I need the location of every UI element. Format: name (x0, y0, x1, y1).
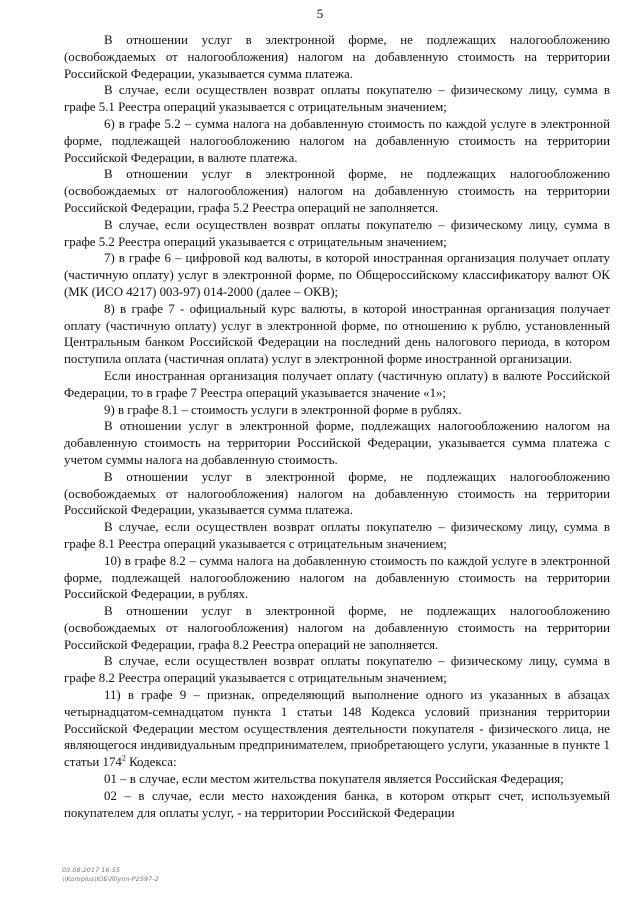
paragraph: В отношении услуг в электронной форме, не подлежащих налогообложению (освобождаемых от налогообложения) налогом на добавленную стоимость на территории Российской Федерации, указывается сумма платежа. (64, 33, 610, 81)
paragraph-11-tail: Кодекса: (125, 755, 177, 770)
paragraph-11 (64, 687, 610, 771)
footer-date: 03.08.2017 16:55 (62, 866, 121, 874)
paragraph: В отношении услуг в электронной форме, не подлежащих налогообложению (освобождаемых от налогообложения) налогом на добавленную стоимость на территории Российской Федерации, графа 8.2 Реестра операций не заполняется. (64, 604, 610, 652)
paragraph: Если иностранная организация получает оплату (частичную оплату) в валюте Российской Федерации, то в графе 7 Реестра операций указывается значение «1»; (64, 368, 610, 400)
paragraph: В случае, если осуществлен возврат оплаты покупателю – физическому лицу, сумма в графе 8.1 Реестра операций указывается с отрицательным значением; (64, 520, 610, 551)
paragraph: 02 – в случае, если место нахождения банка, в котором открыт счет, используемый покупателем для оплаты услуг, - на территории Российской Федерации (64, 788, 610, 820)
paragraph: 8) в графе 7 - официальный курс валюты, в которой иностранная организация получает оплату (частичную оплату) услуг в электронной форме, по отношению к рублю, установленный Центральным банком Российской Федерации на последний день налогового периода, в котором поступила оплата (частичная оплата) услуг в электронной форме иностранной организации. (64, 301, 610, 367)
footer-path: \\Komplus\ЮБ\Illiynn-P2597-2 (62, 875, 159, 883)
paragraph: В отношении услуг в электронной форме, подлежащих налогообложению налогом на добавленную стоимость на территории Российской Федерации, указывается сумма платежа с учетом суммы налога на добавленную стоимость. (64, 419, 610, 467)
paragraph: 9) в графе 8.1 – стоимость услуги в электронной форме в рублях. (104, 402, 462, 417)
paragraph: В случае, если осуществлен возврат оплаты покупателю – физическому лицу, сумма в графе 8.2 Реестра операций указывается с отрицательным значением; (64, 654, 610, 686)
paragraph: 10) в графе 8.2 – сумма налога на добавленную стоимость по каждой услуге в электронной форме, подлежащей налогообложению налогом на добавленную стоимость на территории Российской Федерации, в рублях. (64, 553, 610, 602)
paragraph: В случае, если осуществлен возврат оплаты покупателю – физическому лицу, сумма в графе 5.1 Реестра операций указывается с отрицательным значением; (64, 83, 610, 115)
paragraph: 01 – в случае, если местом жительства покупателя является Российская Федерация; (104, 772, 564, 787)
document-body (64, 32, 610, 821)
paragraph: 7) в графе 6 – цифровой код валюты, в которой иностранная организация получает оплату (частичную оплату) услуг в электронной форме, по Общероссийскому классификатору валют ОК (МК (ИСО 4217) 003-97) 014-2000 (далее – ОКВ); (64, 251, 610, 299)
paragraph: В отношении услуг в электронной форме, не подлежащих налогообложению (освобождаемых от налогообложения) налогом на добавленную стоимость на территории Российской Федерации, указывается сумма платежа. (64, 469, 610, 518)
superscript: 2 (121, 753, 126, 763)
paragraph: В отношении услуг в электронной форме, не подлежащих налогообложению (освобождаемых от налогообложения) налогом на добавленную стоимость на территории Российской Федерации, графа 5.2 Реестра операций не заполняется. (64, 167, 610, 215)
paragraph: В случае, если осуществлен возврат оплаты покупателю – физическому лицу, сумма в графе 5.2 Реестра операций указывается с отрицательным значением; (64, 217, 610, 249)
paragraph: 6) в графе 5.2 – сумма налога на добавленную стоимость по каждой услуге в электронной форме, подлежащей налогообложению налогом на добавленную стоимость на территории Российской Федерации, в валюте платежа. (64, 116, 610, 165)
page-number: 5 (316, 6, 324, 21)
footer-stamp (62, 866, 159, 884)
paragraph-11-text: 11) в графе 9 – признак, определяющий выполнение одного из указанных в абзацах четырнадцатом-семнадцатом пункта 1 статьи 148 Кодекса условий признания территории Российской Федерации местом осуществления деятельности покупателя - физического лица, не являющегося индивидуальным предпринимателем, приобретающего услуги, указанные в пункте 1 статьи 174 (64, 688, 610, 770)
